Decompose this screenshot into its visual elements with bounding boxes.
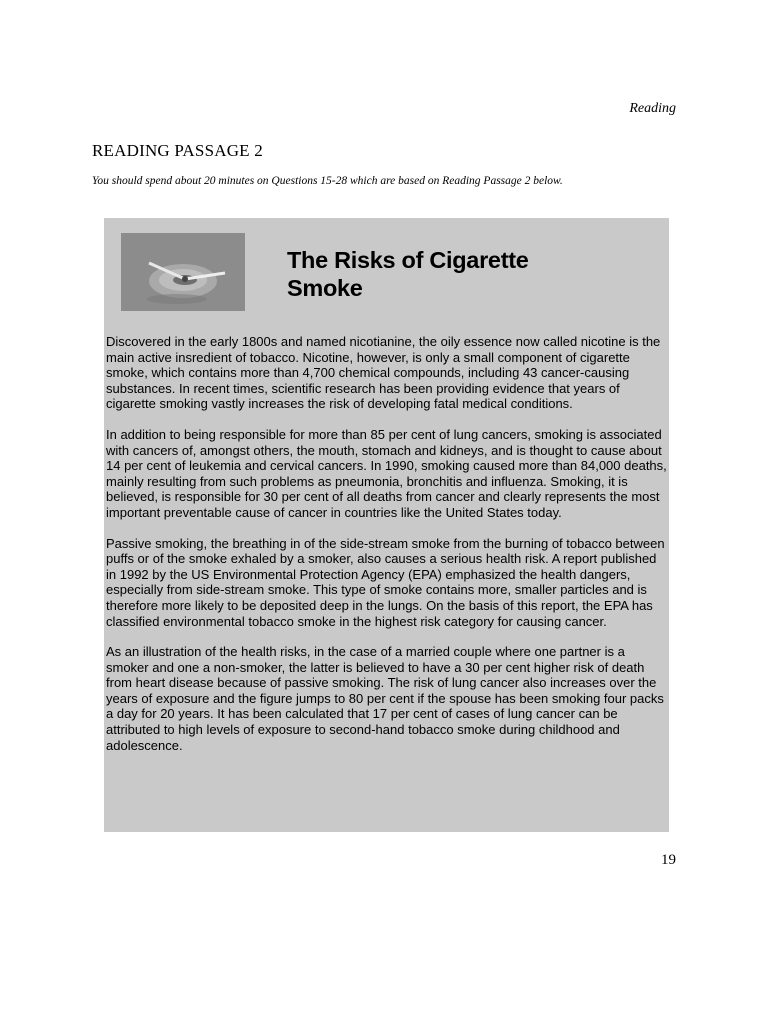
ashtray-image	[121, 233, 245, 311]
article-paragraph-1: Discovered in the early 1800s and named nicotianine, the oily essence now called nicotine is the main active insredient of tobacco. Nicotine, however, is only a small component of cigarette smoke, which contains more than 4,700 chemical compounds, including 43 cancer-causing substances. In recent times, scientific research has been providing evidence that years of cigarette smoking vastly increases the risk of developing fatal medical conditions.	[106, 334, 661, 412]
passage-instruction: You should spend about 20 minutes on Questions 15-28 which are based on Reading Passage 2 below.	[92, 175, 563, 187]
article-paragraph-2: In addition to being responsible for more than 85 per cent of lung cancers, smoking is associated with cancers of, amongst others, the mouth, stomach and kidneys, and is thought to cause about 14 per cent of leukemia and cervical cancers. In 1990, smoking caused more than 84,000 deaths, mainly resulting from such problems as pneumonia, bronchitis and influenza. Smoking, it is believed, is responsible for 30 per cent of all deaths from cancer and clearly represents the most important preventable cause of cancer in countries like the United States today.	[106, 426, 667, 520]
article-paragraph-3: Passive smoking, the breathing in of the side-stream smoke from the burning of tobacco between puffs or of the smoke exhaled by a smoker, also causes a serious health risk. A report published in 1992 by the US Environmental Protection Agency (EPA) emphasized the health dangers, especially from side-stream smoke. This type of smoke contains more, smaller particles and is therefore more likely to be deposited deep in the lungs. On the basis of this report, the EPA has classified environmental tobacco smoke in the highest risk category for causing cancer.	[106, 535, 665, 629]
ashtray-cigarettes-photo	[121, 233, 245, 311]
article-body	[106, 334, 668, 768]
running-head: Reading	[629, 101, 676, 116]
article-title: The Risks of Cigarette Smoke	[287, 247, 529, 301]
article-paragraph-4: As an illustration of the health risks, in the case of a married couple where one partner is a smoker and one a non-smoker, the latter is believed to have a 30 per cent higher risk of death from heart disease because of passive smoking. The risk of lung cancer also increases over the years of exposure and the figure jumps to 80 per cent if the spouse has been smoking four packs a day for 20 years. It has been calculated that 17 per cent of cases of lung cancer can be attributed to high levels of exposure to second-hand tobacco smoke during childhood and adolescence.	[106, 644, 664, 753]
article-panel	[104, 218, 669, 832]
passage-heading: READING PASSAGE 2	[92, 141, 263, 160]
page-number: 19	[661, 852, 676, 868]
